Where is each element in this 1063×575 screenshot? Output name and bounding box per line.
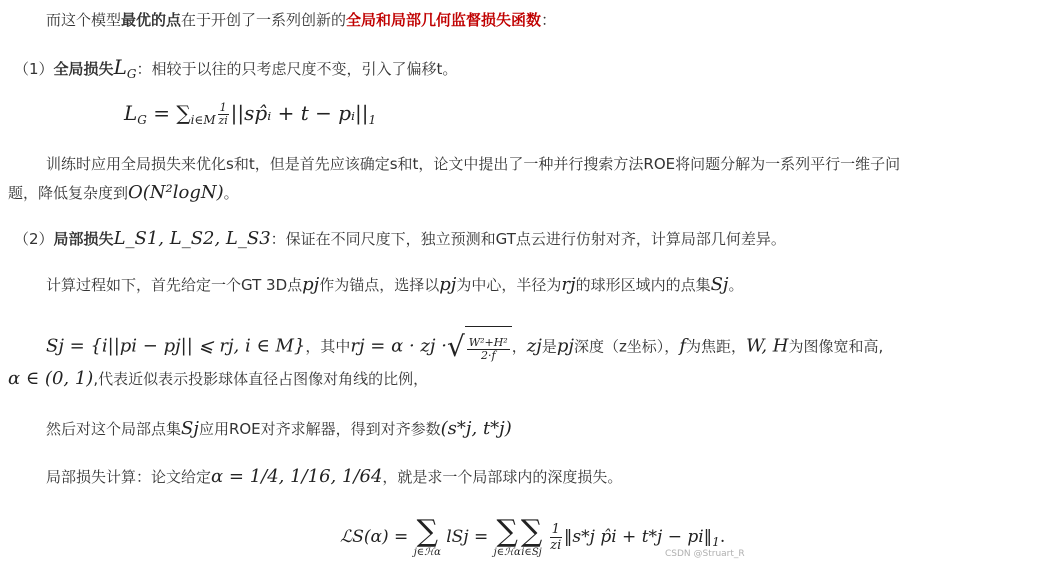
item-number-1: （1） (14, 60, 54, 78)
local-loss-heading (14, 228, 786, 250)
intro-text-2: 在于开创了一系列创新的 (181, 11, 347, 29)
global-loss-equation: $L_G = \sum_{i\in M}$ $\frac{1}{zi}$ ||sp̂ᵢ + $t - pᵢ||_1$ (124, 101, 377, 127)
complexity-formula: O(N²logN) (128, 182, 224, 203)
intro-text: 而这个模型 (46, 11, 122, 29)
global-loss-symbol: $L_G$ (113, 55, 137, 81)
roe-paragraph: 然后对这个局部点集Sj应用ROE对齐求解器，得到对齐参数(s*j, t*j) (46, 418, 512, 439)
intro-highlight: 全局和局部几何监督损失函数 (346, 11, 542, 29)
global-loss-heading (14, 56, 457, 85)
local-loss-calc-paragraph: 局部损失计算：论文给定α = 1/4, 1/16, 1/64，就是求一个局部球内的深度损失。 (46, 466, 623, 487)
alpha-definition: α ∈ (0, 1),代表近似表示投影球体直径占图像对角线的比例， (8, 368, 429, 389)
alignment-params: (s*j, t*j) (440, 418, 512, 439)
intro-colon: ： (541, 11, 557, 29)
sphere-definition: Sj = {i||pi − pj|| ⩽ rj, i ∈ M}，其中rj = α · zj ·√ $\frac{\text{W²+H²}}{2\cdot f}$ ，zj是pj深度（z坐标），f为焦距，W, H为图像宽和高, (46, 326, 883, 368)
item-number-2: （2） (14, 230, 54, 248)
intro-paragraph (46, 9, 556, 31)
point-set-formula: Sj = {i||pi − pj|| ⩽ rj, i ∈ M} (46, 335, 306, 357)
intro-bold: 最优的点 (121, 11, 182, 29)
radius-formula: rj = α · zj · (350, 335, 447, 357)
alpha-values: α = 1/4, 1/16, 1/64 (211, 466, 383, 487)
training-paragraph-line2: 题，降低复杂度到O(N²logN)。 (8, 182, 239, 203)
process-paragraph: 计算过程如下，首先给定一个GT 3D点pj作为锚点，选择以pj为中心，半径为rj的球形区域内的点集Sj。 (46, 274, 744, 295)
training-paragraph-line1: 训练时应用全局损失来优化s和t，但是首先应该确定s和t，论文中提出了一种并行搜索方法ROE将问题分解为一系列平行一维子问 (46, 155, 901, 173)
local-loss-text: ：保证在不同尺度下，独立预测和GT点云进行仿射对齐，计算局部几何差异。 (270, 230, 786, 248)
watermark: CSDN @Struart_R (665, 549, 745, 559)
global-loss-label: 全局损失 (53, 60, 114, 78)
local-loss-equation: ℒS(α) = ∑ j∈ℋα lSj = ∑ j∈ℋα ∑ i∈Sj $\frac{1}{zi}$ ‖s*j p̂i + $t*j - pi‖_1$. (340, 514, 726, 558)
global-loss-text: ：相较于以往的只考虑尺度不变，引入了偏移t。 (136, 60, 458, 78)
local-loss-label: 局部损失 (53, 230, 114, 248)
local-loss-symbols: L_S1, L_S2, L_S3 (113, 228, 271, 249)
alpha-range: α ∈ (0, 1) (8, 368, 94, 389)
